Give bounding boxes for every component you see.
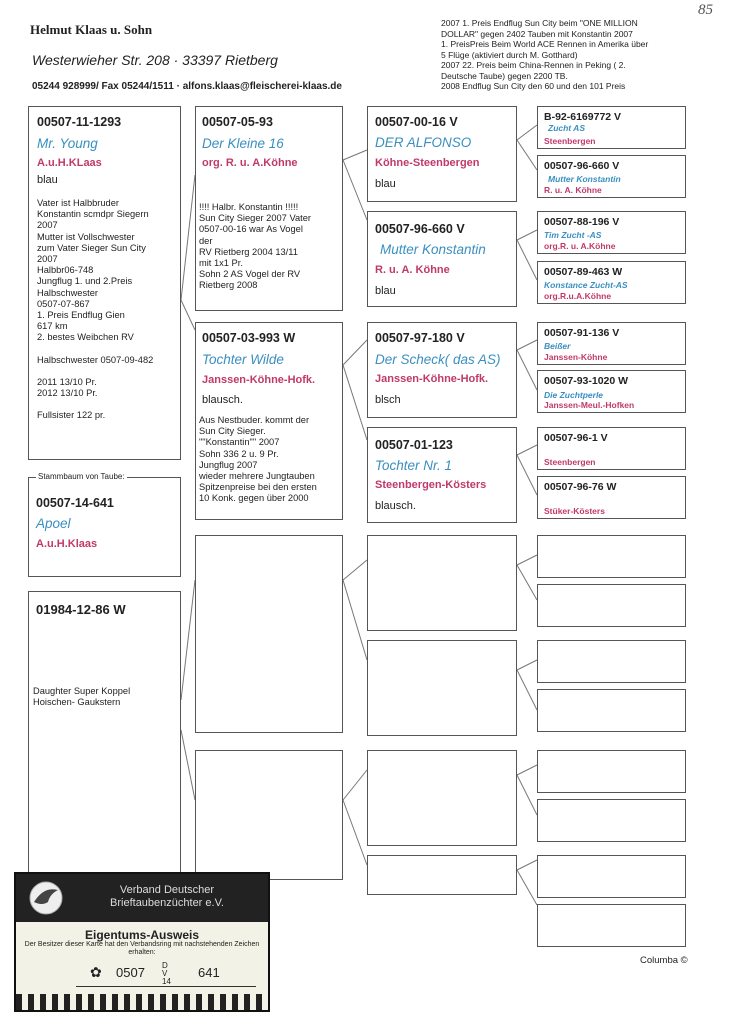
note-line: 2012 13/10 Pr. <box>37 388 98 399</box>
empty-pedigree-box <box>537 750 686 793</box>
note-line: zum Vater Sieger Sun City <box>37 242 146 253</box>
pigeon-breeder: Janssen-Köhne <box>544 352 608 362</box>
columba-footer: Columba © <box>640 955 688 966</box>
pigeon-ring: 00507-97-180 V <box>375 331 465 345</box>
pigeon-breeder: Stüker-Kösters <box>544 506 605 516</box>
pigeon-color: blau <box>37 174 58 186</box>
note-line <box>37 399 153 410</box>
pigeon-name: Zucht AS <box>548 123 585 133</box>
pigeon-name: Tochter Wilde <box>202 352 284 367</box>
pigeon-name: Mutter Konstantin <box>548 174 621 184</box>
great-grandparent-box <box>537 261 686 304</box>
card-footer-pattern <box>16 994 268 1010</box>
note-line: 2007 <box>37 254 58 265</box>
ring-prefix-icon: ✿ <box>90 964 102 980</box>
note-line: Halbschwester <box>37 287 98 298</box>
pigeon-color: blausch. <box>375 500 416 512</box>
card-heading: Eigentums-Ausweis <box>84 928 200 942</box>
note-line: mit 1x1 Pr. <box>199 258 243 269</box>
achievements-notes <box>441 18 701 92</box>
empty-pedigree-box <box>367 535 517 631</box>
note-line: Daughter Super Koppel <box>33 686 131 696</box>
pigeon-breeder: Steenbergen <box>544 457 596 467</box>
empty-pedigree-box <box>537 799 686 842</box>
stammbaum-box <box>28 477 181 577</box>
note-line: Sun City Sieger 2007 Vater <box>199 213 311 224</box>
note-line: wieder mehrere Jungtauben <box>199 471 315 482</box>
note-line: Jungflug 1. und 2.Preis <box>37 276 133 287</box>
pigeon-color: blausch. <box>202 394 243 406</box>
note-line: 617 km <box>37 321 68 332</box>
pigeon-breeder: Köhne-Steenbergen <box>375 157 480 169</box>
note-line: Sun City Sieger. <box>199 426 266 437</box>
empty-pedigree-box <box>537 689 686 732</box>
achievement-line: DOLLAR" gegen 2402 Tauben mit Konstantin 2007 <box>441 28 633 39</box>
achievement-line: 5 Flüge (aktiviert durch M. Gotthard) <box>441 49 578 60</box>
pigeon-breeder: Janssen-Köhne-Hofk. <box>202 374 316 386</box>
note-line: der <box>199 235 213 246</box>
empty-pedigree-box <box>195 750 343 880</box>
pigeon-name: Mutter Konstantin <box>380 242 486 257</box>
pigeon-ring: 00507-96-660 V <box>375 222 465 236</box>
note-line: RV Rietberg 2004 13/11 <box>199 246 298 257</box>
pigeon-ring: 00507-11-1293 <box>37 115 122 129</box>
pigeon-breeder: Steenbergen <box>544 136 596 146</box>
ownership-card <box>14 872 270 1012</box>
pigeon-breeder: org.R. u. A.Köhne <box>544 241 616 251</box>
achievement-line: 2007 1. Preis Endflug Sun City beim "ONE MILLION <box>441 18 638 28</box>
pigeon-breeder: Steenbergen-Kösters <box>375 479 487 491</box>
pigeon-ring: 00507-89-463 W <box>544 266 623 278</box>
note-line: Fullsister 122 pr. <box>37 410 106 421</box>
card-title: Verband Deutscher Brieftaubenzüchter e.V. <box>110 884 224 909</box>
great-grandparent-box <box>537 370 686 413</box>
pigeon-ring: 00507-96-660 V <box>544 160 620 172</box>
pigeon-notes <box>199 415 317 505</box>
pigeon-color: blau <box>375 178 396 190</box>
subject-pigeon-box <box>28 106 181 460</box>
great-grandparent-box <box>537 476 686 519</box>
father-box <box>195 106 343 311</box>
pigeon-color: blau <box>375 285 396 297</box>
stammbaum-label: Stammbaum von Taube: <box>38 472 125 481</box>
note-line: Sohn 336 2 u. 9 Pr. <box>199 448 279 459</box>
pigeon-breeder: org. R. u. A.Köhne <box>202 157 298 169</box>
note-line: ""Konstantin"" 2007 <box>199 437 280 448</box>
pigeon-name: Tim Zucht -AS <box>544 230 602 240</box>
pigeon-name: Mr. Young <box>37 136 98 151</box>
pigeon-ring: 00507-03-993 W <box>202 331 296 345</box>
pigeon-ring: 00507-88-196 V <box>544 216 620 228</box>
pigeon-ring: 00507-91-136 V <box>544 327 620 339</box>
note-line: Aus Nestbuder. kommt der <box>199 415 310 425</box>
note-line <box>37 366 153 377</box>
pigeon-ring: 00507-96-1 V <box>544 432 608 444</box>
pigeon-ring: B-92-6169772 V <box>544 111 622 123</box>
pigeon-color: blsch <box>375 394 401 406</box>
pigeon-logo-icon <box>26 880 66 916</box>
pigeon-breeder: A.u.H.KLaas <box>37 157 102 169</box>
page-number: 85 <box>698 2 713 18</box>
note-line: Rietberg 2008 <box>199 280 258 291</box>
card-num-part: 641 <box>198 965 220 980</box>
great-grandparent-box <box>537 155 686 198</box>
note-line: Vater ist Halbbruder <box>37 198 119 208</box>
pigeon-name: Die Zuchtperle <box>544 390 604 400</box>
pigeon-breeder: Janssen-Meul.-Hofken <box>544 400 635 410</box>
empty-pedigree-box <box>195 535 343 733</box>
mate-box <box>28 591 181 881</box>
note-line: 2007 <box>37 220 58 231</box>
pigeon-ring: 00507-01-123 <box>375 438 453 452</box>
card-subtitle: Der Besitzer dieser Karte hat den Verbandsring mit nachstehenden Zeichen erhalten: <box>24 941 260 956</box>
great-grandparent-box <box>537 106 686 149</box>
pigeon-name: Tochter Nr. 1 <box>375 458 453 473</box>
note-line: Mutter ist Vollschwester <box>37 231 135 242</box>
achievement-line: Deutsche Taube) gegen 2200 TB. <box>441 70 568 81</box>
note-line: 10 Konk. gegen über 2000 <box>199 493 309 504</box>
pigeon-breeder: R. u. A. Köhne <box>544 185 602 195</box>
note-line: Halbbr06-748 <box>37 265 94 276</box>
card-num-part: 0507 <box>116 965 145 980</box>
empty-pedigree-box <box>537 584 686 627</box>
note-line: 1. Preis Endflug Gien <box>37 310 125 321</box>
achievement-line: 2007 22. Preis beim China-Rennen in Peking ( 2. <box>441 60 626 70</box>
empty-pedigree-box <box>537 535 686 578</box>
empty-pedigree-box <box>537 855 686 898</box>
pigeon-notes <box>199 202 311 292</box>
note-line: Konstantin scmdpr Siegern <box>37 209 149 220</box>
pigeon-ring: 00507-93-1020 W <box>544 375 629 387</box>
pigeon-name: DER ALFONSO <box>375 135 472 150</box>
empty-pedigree-box <box>537 904 686 947</box>
breeder-name: Helmut Klaas u. Sohn <box>30 22 153 37</box>
grandparent-box <box>367 322 517 418</box>
grandparent-box <box>367 106 517 202</box>
breeder-address: Westerwieher Str. 208 · 33397 Rietberg <box>32 52 278 68</box>
note-line: Hoischen- Gaukstern <box>33 697 121 708</box>
pigeon-ring: 00507-96-76 W <box>544 481 617 493</box>
great-grandparent-box <box>537 427 686 470</box>
note-line: !!!! Halbr. Konstantin !!!!! <box>199 202 299 212</box>
pigeon-ring: 00507-14-641 <box>36 496 114 510</box>
pigeon-breeder: org.R.u.A.Köhne <box>544 291 612 301</box>
grandparent-box <box>367 427 517 523</box>
pigeon-breeder: A.u.H.Klaas <box>36 538 98 550</box>
pigeon-name: Der Kleine 16 <box>202 136 284 151</box>
pigeon-notes <box>37 198 153 421</box>
note-line: Halbschwester 0507-09-482 <box>37 354 154 365</box>
note-line: Spitzenpreise bei den ersten <box>199 482 317 493</box>
empty-pedigree-box <box>537 640 686 683</box>
pigeon-name: Apoel <box>36 516 71 531</box>
pigeon-ring: 00507-00-16 V <box>375 115 458 129</box>
note-line: Jungflug 2007 <box>199 459 258 470</box>
pigeon-name: Konstance Zucht-AS <box>544 280 628 290</box>
card-header-band <box>16 874 268 922</box>
great-grandparent-box <box>537 322 686 365</box>
great-grandparent-box <box>537 211 686 254</box>
empty-pedigree-box <box>367 855 517 895</box>
achievement-line: 2008 Endflug Sun City den 60 und den 101 Preis <box>441 81 626 91</box>
pigeon-ring: 01984-12-86 W <box>36 602 126 617</box>
pigeon-ring: 00507-05-93 <box>202 115 273 129</box>
pigeon-breeder: Janssen-Köhne-Hofk. <box>375 373 489 385</box>
empty-pedigree-box <box>367 750 517 846</box>
card-ring-number <box>76 960 256 987</box>
pigeon-name: Beißer <box>544 341 571 351</box>
note-line: 0507-00-16 war As Vogel <box>199 224 303 235</box>
pigeon-name: Der Scheck( das AS) <box>375 352 501 367</box>
note-line: 0507-07-867 <box>37 298 90 309</box>
achievement-line: 1. PreisPreis Beim World ACE Rennen in Amerika über <box>441 39 649 49</box>
note-line: 2. bestes Weibchen RV <box>37 332 134 343</box>
note-line: Sohn 2 AS Vogel der RV <box>199 269 301 280</box>
pigeon-notes <box>33 686 130 708</box>
pigeon-breeder: R. u. A. Köhne <box>375 264 450 276</box>
note-line <box>37 344 153 355</box>
note-line: 2011 13/10 Pr. <box>37 376 97 387</box>
empty-pedigree-box <box>367 640 517 736</box>
grandparent-box <box>367 211 517 307</box>
card-num-part: DV 14 <box>162 961 171 986</box>
breeder-contact: 05244 928999/ Fax 05244/1511 · alfons.klaas@fleischerei-klaas.de <box>32 81 342 92</box>
mother-box <box>195 322 343 520</box>
